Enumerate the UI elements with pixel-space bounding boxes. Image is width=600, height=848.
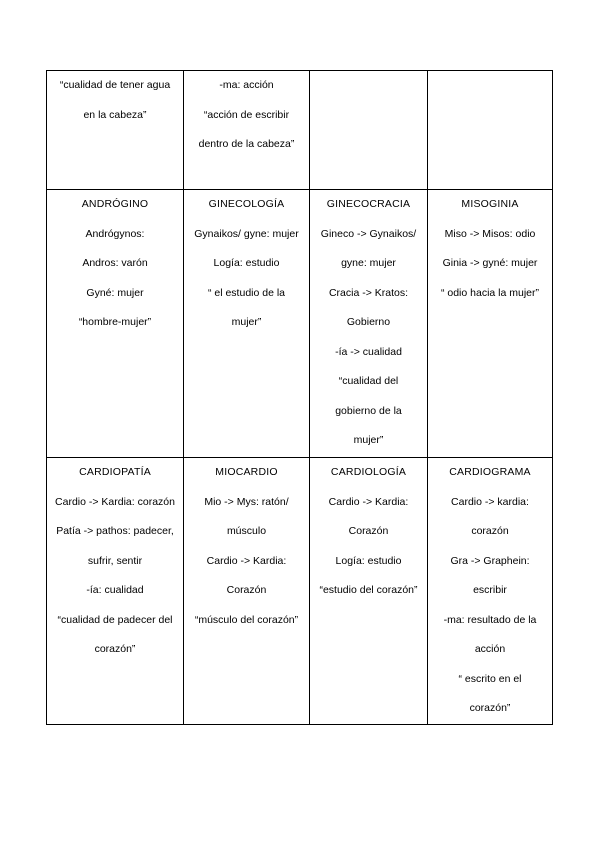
term-title: GINECOCRACIA [326, 198, 411, 210]
definition-line: Cardio -> Kardia: [206, 554, 287, 567]
definition-line: Cracia -> Kratos: [328, 286, 409, 299]
definition-line: -ma: resultado de la [443, 613, 537, 626]
definition-line: corazón” [469, 702, 511, 714]
definition-line: Gineco -> Gynaikos/ [320, 227, 417, 240]
definition-line: “estudio del corazón” [319, 584, 418, 596]
definition-line: “cualidad del [338, 375, 399, 387]
term-title: MIOCARDIO [215, 466, 278, 478]
definition-line: “cualidad de tener agua [59, 79, 171, 91]
term-title: MISOGINIA [461, 198, 519, 210]
definition-line: Miso -> Misos: odio [444, 227, 536, 240]
definition-line: corazón [471, 525, 509, 537]
definition-line: gyne: mujer [341, 257, 396, 269]
definition-line: Logía: estudio [335, 554, 402, 567]
definition-line: corazón” [94, 643, 136, 655]
table-cell [428, 190, 553, 458]
definition-line: Patía -> pathos: padecer, [56, 525, 174, 537]
definition-line: músculo [226, 525, 267, 537]
definition-line: -ía -> cualidad [335, 345, 402, 358]
table-row [47, 190, 553, 458]
definition-line: Gobierno [346, 316, 391, 328]
definition-line: Andrógynos: [85, 227, 145, 240]
definition-line: gobierno de la [335, 404, 402, 417]
definition-line: Gra -> Graphein: [450, 554, 530, 567]
definition-line: “hombre-mujer” [78, 316, 152, 328]
definition-line: Gynaikos/ gyne: mujer [194, 227, 299, 240]
definition-line: Cardio -> Kardia: [328, 495, 409, 508]
vocabulary-table-container [46, 70, 552, 725]
definition-line: sufrir, sentir [87, 554, 143, 567]
table-cell [310, 458, 428, 725]
definition-line: “ odio hacia la mujer” [440, 286, 540, 299]
term-title: CARDIOPATÍA [79, 466, 151, 478]
table-cell [184, 71, 310, 190]
definition-line: -ma: acción [219, 79, 274, 91]
table-row [47, 458, 553, 725]
term-title: GINECOLOGÍA [208, 198, 285, 210]
table-row [47, 71, 553, 190]
table-cell [310, 190, 428, 458]
definition-line: Mio -> Mys: ratón/ [204, 495, 289, 508]
definition-line: mujer” [353, 434, 384, 446]
definition-line: mujer” [231, 316, 262, 328]
term-title: CARDIOLOGÍA [330, 466, 407, 478]
definition-line: Corazón [348, 525, 389, 537]
table-cell [428, 71, 553, 190]
table-cell [184, 190, 310, 458]
definition-line: Corazón [226, 584, 267, 596]
etymology-table [46, 70, 553, 725]
definition-line: “músculo del corazón” [194, 613, 299, 626]
definition-line: Ginia -> gyné: mujer [442, 257, 538, 269]
table-cell [184, 458, 310, 725]
definition-line: Logía: estudio [213, 257, 280, 269]
table-cell [428, 458, 553, 725]
term-title: CARDIOGRAMA [449, 466, 531, 478]
table-cell [310, 71, 428, 190]
definition-line: dentro de la cabeza” [198, 138, 295, 150]
definition-line: Gyné: mujer [86, 286, 144, 299]
table-cell [47, 458, 184, 725]
definition-line: Cardio -> kardia: [451, 495, 529, 508]
definition-line: -ía: cualidad [86, 584, 144, 596]
table-cell [47, 71, 184, 190]
definition-line: acción [474, 643, 506, 655]
definition-line: Andros: varón [82, 257, 148, 269]
definition-line: “ el estudio de la [207, 286, 286, 299]
term-title: ANDRÓGINO [81, 198, 149, 210]
definition-line: en la cabeza” [83, 108, 147, 121]
table-cell [47, 190, 184, 458]
definition-line: Cardio -> Kardia: corazón [55, 495, 175, 508]
definition-line: “ escrito en el [458, 672, 522, 685]
definition-line: “cualidad de padecer del [57, 613, 173, 626]
definition-line: escribir [473, 584, 507, 596]
definition-line: “acción de escribir [203, 108, 290, 121]
